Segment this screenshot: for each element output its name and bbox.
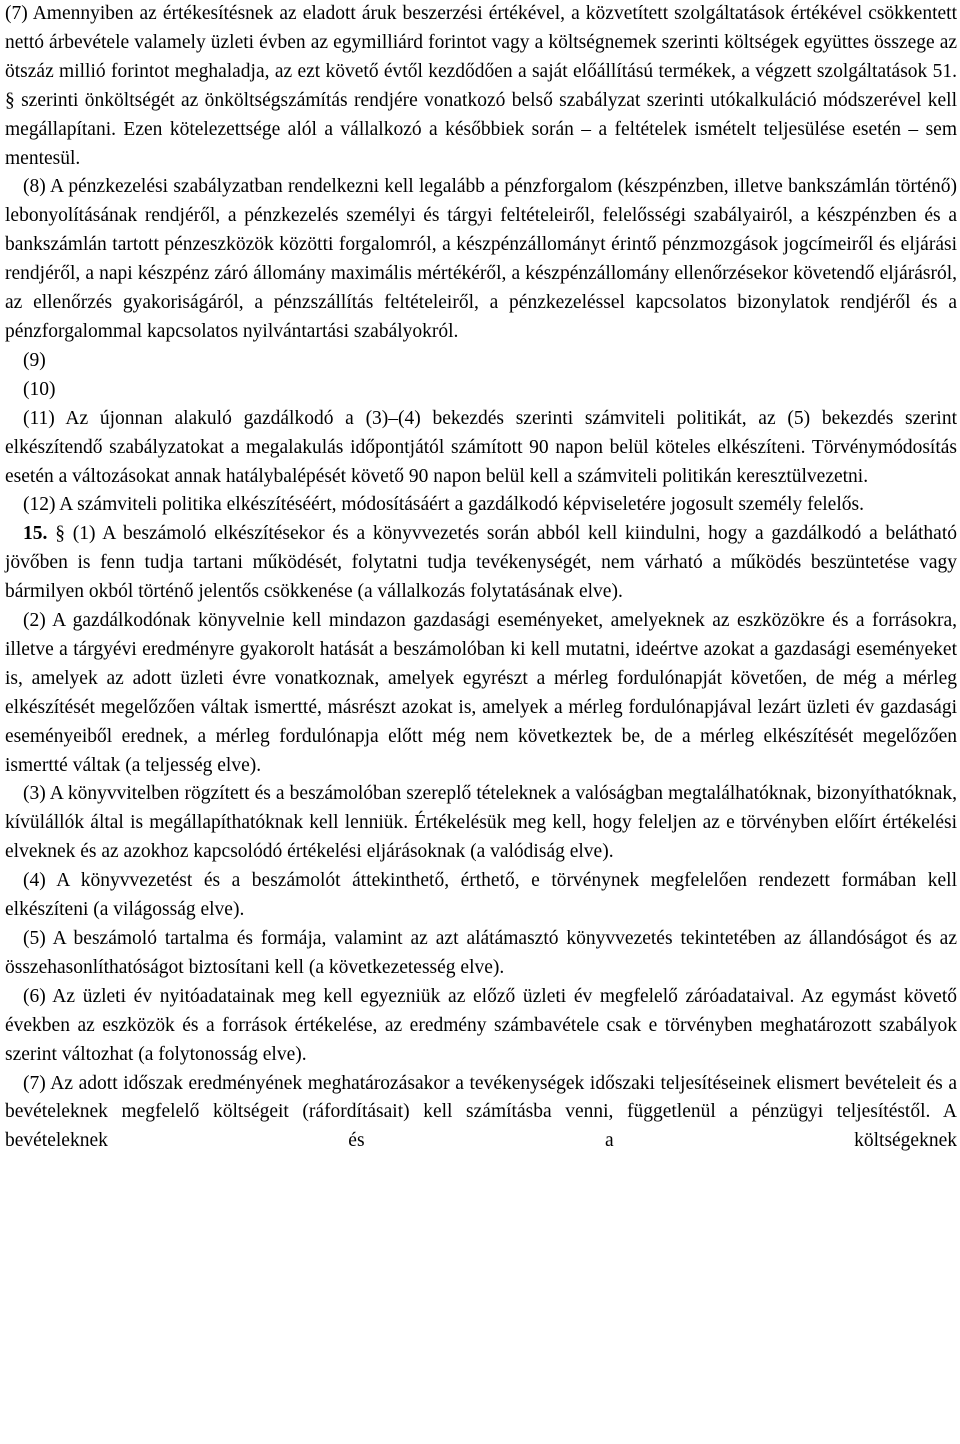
paragraph-11: (11) Az újonnan alakuló gazdálkodó a (3)–(4) bekezdés szerinti számviteli politikát, az (5) bekezdés szerint elkészítendő szabályzatokat a megalakulás időpontjától számított 90 napon belül köteles elkészíteni. Törvénymódosítás esetén a változásokat annak hatálybalépését követő 90 napon belül kell a számviteli politikán keresztülvezetni. [5,407,957,487]
section-number: 15. [23,523,48,545]
section-15-paragraph-1 [5,520,957,607]
section-15-paragraph-7: (7) Az adott időszak eredményének meghatározásakor a tevékenységek időszaki teljesítéseinek elismert bevételeit és a bevételeknek megfelelő költségeit (ráfordításait) kell számításba venni, függetlenül a pénzügyi teljesítéstől. A bevételeknek és a költségeknek [5,1072,957,1152]
section-15-paragraph-2: (2) A gazdálkodónak könyvelnie kell mindazon gazdasági eseményeket, amelyeknek az eszközökre és a forrásokra, illetve a tárgyévi eredményre gyakorolt hatását a beszámolóban ki kell mutatni, ideértve azokat a gazdasági eseményeket is, amelyek az adott üzleti évre vonatkoznak, amelyek egyrészt a mérleg fordulónapját követően, de még a mérleg elkészítését megelőzően váltak ismertté, másrészt azokat is, amelyek a mérleg fordulónapjával lezárt üzleti év gazdasági eseményeiből erednek, a mérleg fordulónapja előtt még nem következtek be, de a mérleg elkészítését megelőzően ismertté váltak (a teljesség elve). [5,610,957,776]
section-15-paragraph-6: (6) Az üzleti év nyitóadatainak meg kell egyezniük az előző üzleti év megfelelő záróadataival. Az egymást követő években az eszközök és a források értékelése, az eredmény számbavétele csak e törvényben meghatározott szabályok szerint változhat (a folytonosság elve). [5,985,957,1065]
section-15-paragraph-5: (5) A beszámoló tartalma és formája, valamint az azt alátámasztó könyvvezetés tekintetében az állandóságot és az összehasonlíthatóságot biztosítani kell (a következetesség elve). [5,928,957,978]
paragraph-7-continued: (7) Amennyiben az értékesítésnek az eladott áruk beszerzési értékével, a közvetített szolgáltatások értékével csökkentett nettó árbevétele valamely üzleti évben az egymilliárd forintot vagy a költségnemek szerinti költségek együttes összege az ötszáz millió forintot meghaladja, az ezt követő évtől kezdődően a saját előállítású termékek, a végzett szolgáltatások 51. § szerinti önköltségét az önköltségszámítás rendjére vonatkozó belső szabályzat szerinti utókalkuláció módszerével kell megállapítani. Ezen kötelezettsége alól a vállalkozó a későbbiek során – a feltételek ismételt teljesülése esetén – sem mentesül. [5,3,957,169]
section-15-paragraph-3: (3) A könyvvitelben rögzített és a beszámolóban szereplő tételeknek a valóságban megtalálhatóknak, bizonyíthatóknak, kívülállók által is megállapíthatóknak kell lenniük. Értékelésük meg kell, hogy feleljen az e törvényben előírt értékelési elveknek és az azokhoz kapcsolódó értékelési eljárásoknak (a valódiság elve). [5,783,957,863]
section-15-paragraph-1-text: § (1) A beszámoló elkészítésekor és a könyvvezetés során abból kell kiindulni, hogy a gazdálkodó a belátható jövőben is fenn tudja tartani működését, folytatni tudja tevékenységét, nem várható a működés beszüntetése vagy bármilyen okból történő jelentős csökkenése (a vállalkozás folytatásának elve). [5,523,958,603]
paragraph-8: (8) A pénzkezelési szabályzatban rendelkezni kell legalább a pénzforgalom (készpénzben, illetve bankszámlán történő) lebonyolításának rendjéről, a pénzkezelés személyi és tárgyi feltételeiről, felelősségi szabályairól, a készpénzben és a bankszámlán tartott pénzeszközök közötti forgalomról, a készpénzállományt érintő pénzmozgások jogcímeiről és eljárási rendjéről, a napi készpénz záró állomány maximális mértékéről, a készpénzállomány ellenőrzésekor követendő eljárásról, az ellenőrzés gyakoriságáról, a pénzszállítás feltételeiről, a pénzkezeléssel kapcsolatos bizonylatok rendjéről és a pénzforgalommal kapcsolatos nyilvántartási szabályokról. [5,176,957,342]
document-page [5,0,957,1156]
paragraph-12: (12) A számviteli politika elkészítéséért, módosításáért a gazdálkodó képviseletére jogosult személy felelős. [23,494,864,516]
section-15-paragraph-4: (4) A könyvvezetést és a beszámolót áttekinthető, érthető, e törvénynek megfelelően rendezett formában kell elkészíteni (a világosság elve). [5,870,957,921]
paragraph-9: (9) [23,349,46,371]
paragraph-10: (10) [23,378,56,400]
